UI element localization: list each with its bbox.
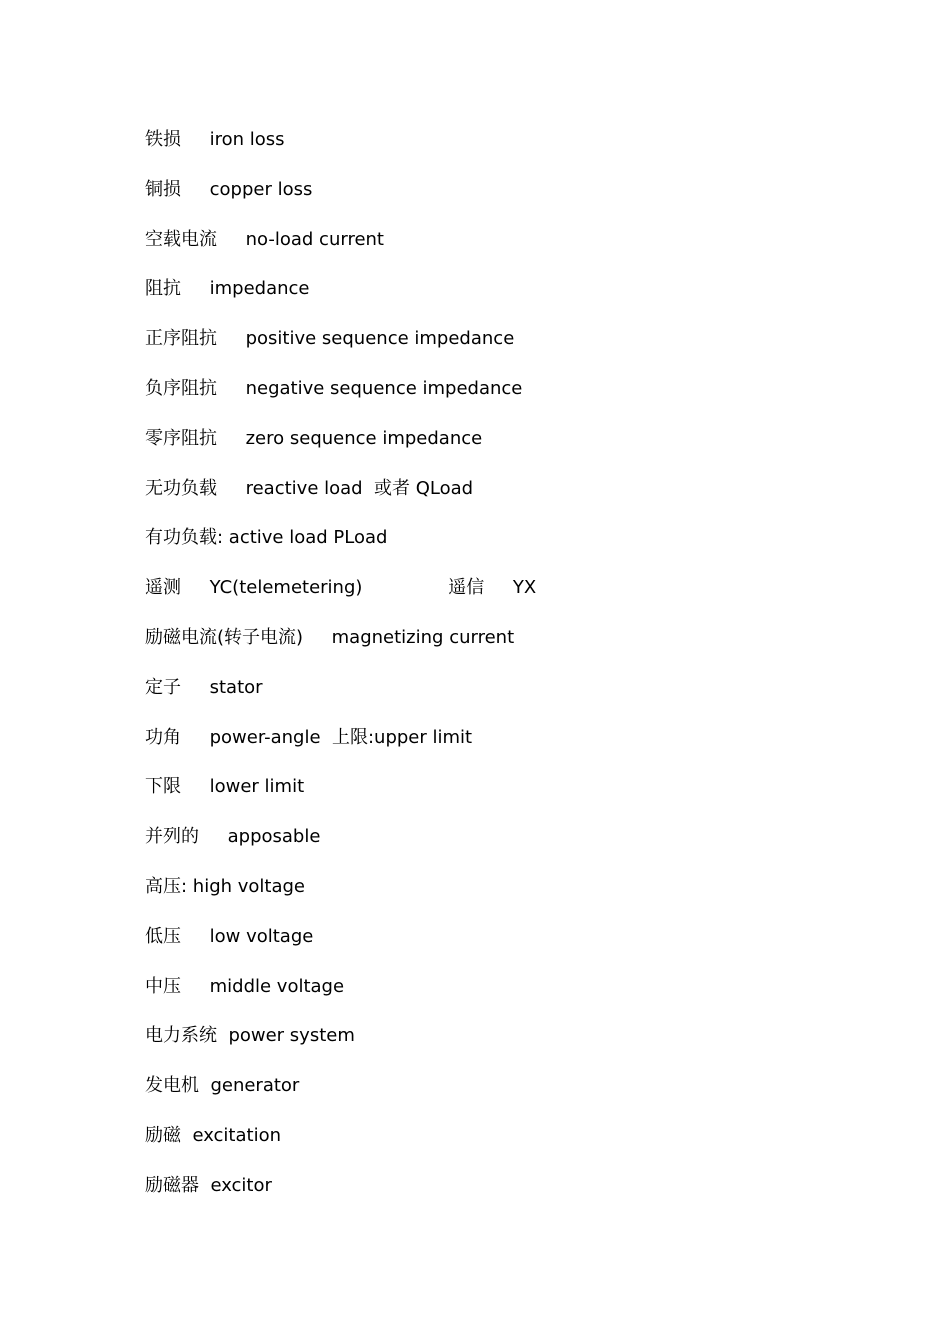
glossary-entry: 负序阻抗 negative sequence impedance <box>145 377 523 399</box>
glossary-list <box>145 125 536 1221</box>
glossary-entry: 阻抗 impedance <box>145 278 310 300</box>
glossary-entry: 励磁器 excitor <box>145 1174 272 1196</box>
glossary-entry: 定子 stator <box>145 676 263 698</box>
glossary-entry: 功角 power-angle 上限:upper limit <box>145 726 473 748</box>
glossary-entry: 铁损 iron loss <box>145 129 285 150</box>
glossary-entry: 中压 middle voltage <box>145 975 345 997</box>
glossary-entry: 无功负载 reactive load 或者 QLoad <box>145 477 474 499</box>
glossary-entry: 发电机 generator <box>145 1075 300 1097</box>
glossary-entry: 零序阻抗 zero sequence impedance <box>145 427 483 449</box>
glossary-entry: 遥测 YC(telemetering) 遥信 YX <box>145 577 537 599</box>
glossary-entry: 正序阻抗 positive sequence impedance <box>145 328 515 350</box>
glossary-entry: 有功负载: active load PLoad <box>145 527 388 549</box>
glossary-entry: 励磁 excitation <box>145 1124 282 1146</box>
glossary-entry: 下限 lower limit <box>145 776 305 798</box>
glossary-entry: 高压: high voltage <box>145 875 306 897</box>
glossary-entry: 空载电流 no-load current <box>145 228 384 250</box>
glossary-entry: 并列的 apposable <box>145 826 321 848</box>
glossary-entry: 励磁电流(转子电流) magnetizing current <box>145 626 515 648</box>
glossary-entry: 低压 low voltage <box>145 925 314 947</box>
glossary-entry: 铜损 copper loss <box>145 178 313 200</box>
glossary-entry: 电力系统 power system <box>145 1025 355 1047</box>
